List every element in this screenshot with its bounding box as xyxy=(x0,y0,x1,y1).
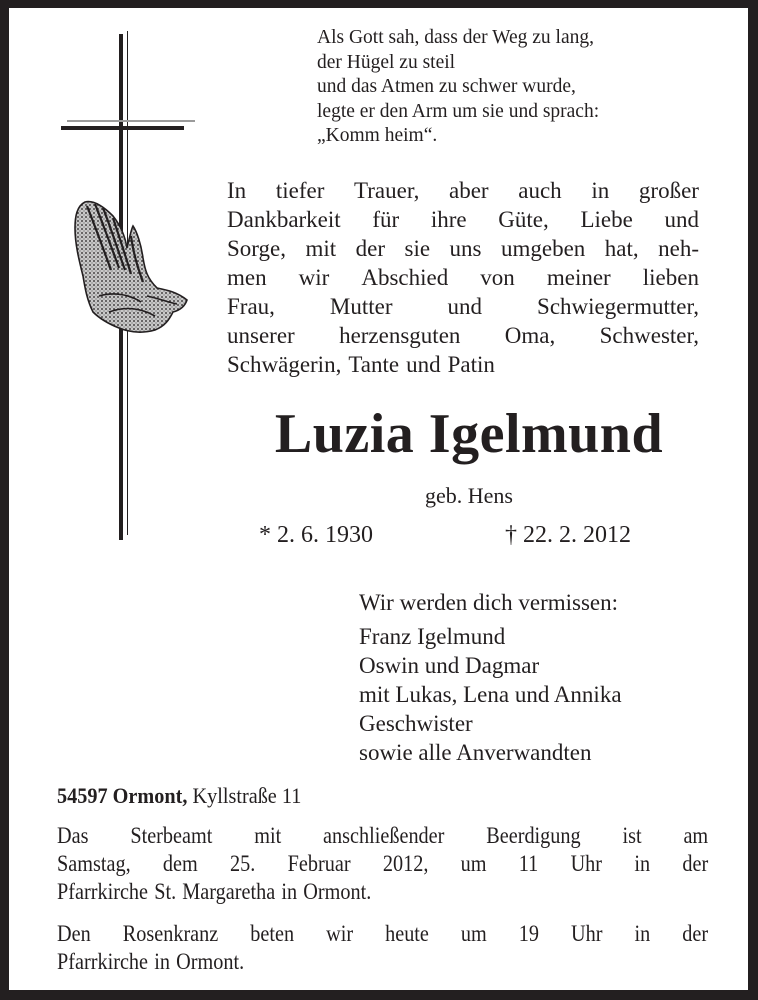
word: der xyxy=(355,236,386,261)
cross-beam-shadow xyxy=(67,120,195,122)
word: Uhr xyxy=(571,921,603,946)
mourner: Oswin und Dagmar xyxy=(359,653,540,678)
word: aber xyxy=(449,178,489,203)
funeral-line xyxy=(57,878,708,906)
word: meiner xyxy=(546,265,611,290)
word: beten xyxy=(250,921,295,946)
word: unserer xyxy=(227,323,295,348)
word: Pfarrkirche xyxy=(57,879,149,904)
word: wir xyxy=(298,265,330,290)
word: in xyxy=(591,178,610,203)
word: hat, xyxy=(604,236,639,261)
intro-line xyxy=(227,321,699,350)
obituary-notice xyxy=(9,8,748,990)
mourner: Franz Igelmund xyxy=(359,624,506,649)
word: Rosenkranz xyxy=(122,921,219,946)
word: sie xyxy=(404,236,431,261)
word: Das xyxy=(57,823,89,848)
word: für xyxy=(372,207,400,232)
intro-paragraph xyxy=(227,176,699,379)
poem-line: und das Atmen zu schwer wurde, xyxy=(317,76,576,97)
word: ist xyxy=(622,823,642,848)
word: in xyxy=(634,851,651,876)
word: Sterbeamt xyxy=(130,823,213,848)
poem-line: „Komm heim“. xyxy=(317,125,438,146)
word: Trauer, xyxy=(354,178,420,203)
address-street: Kyllstraße 11 xyxy=(192,783,302,808)
mourners-list xyxy=(359,588,739,767)
word: der xyxy=(682,851,709,876)
rosary-line xyxy=(57,948,708,976)
word: ihre xyxy=(430,207,467,232)
word: Tante xyxy=(348,352,400,377)
word: Margaretha xyxy=(182,879,276,904)
rosary-info xyxy=(57,920,708,976)
word: und xyxy=(664,207,699,232)
word: uns xyxy=(449,236,482,261)
funeral-info xyxy=(57,822,708,906)
word: Liebe xyxy=(580,207,633,232)
deceased-name: Luzia Igelmund xyxy=(274,403,664,465)
word: Ormont. xyxy=(303,879,372,904)
mourner: mit Lukas, Lena und Annika xyxy=(359,682,622,707)
word: umgeben xyxy=(500,236,586,261)
word: und xyxy=(406,352,441,377)
poem-line: der Hügel zu steil xyxy=(317,51,456,73)
death-date: † 22. 2. 2012 xyxy=(505,522,631,548)
intro-line xyxy=(227,263,699,292)
word: neh- xyxy=(658,236,699,261)
intro-line xyxy=(227,350,699,379)
word: tiefer xyxy=(275,178,325,203)
word: mit xyxy=(305,236,337,261)
word: Schwägerin, xyxy=(227,352,342,377)
word: Oma, xyxy=(504,323,556,348)
word: 11 xyxy=(518,851,539,876)
poem-line: legte er den Arm um sie und sprach: xyxy=(317,100,600,122)
mourner: Geschwister xyxy=(359,711,473,736)
word: wir xyxy=(326,921,354,946)
intro-line xyxy=(227,292,699,321)
word: um xyxy=(460,851,487,876)
word: Abschied xyxy=(361,265,449,290)
intro-line xyxy=(227,234,699,263)
poem-line: Als Gott sah, dass der Weg zu lang, xyxy=(317,27,594,48)
cross-beam xyxy=(61,126,184,130)
word: 2012, xyxy=(382,851,429,876)
address xyxy=(57,782,301,810)
word: dem xyxy=(162,851,198,876)
word: Pfarrkirche xyxy=(57,949,149,974)
word: um xyxy=(460,921,487,946)
word: der xyxy=(682,921,709,946)
maiden-name: geb. Hens xyxy=(425,483,513,508)
word: mit xyxy=(254,823,282,848)
word: men xyxy=(227,265,267,290)
rosary-line xyxy=(57,920,708,948)
address-postal-city: 54597 Ormont, xyxy=(57,783,188,808)
birth-date: * 2. 6. 1930 xyxy=(259,522,373,548)
word: Mutter xyxy=(329,294,393,319)
word: Schwester, xyxy=(599,323,699,348)
word: St. xyxy=(154,879,177,904)
praying-hands-icon xyxy=(69,196,189,356)
word: in xyxy=(281,879,298,904)
word: herzensguten xyxy=(339,323,461,348)
word: Patin xyxy=(447,352,495,377)
word: Beerdigung xyxy=(486,823,581,848)
word: auch xyxy=(518,178,562,203)
word: Samstag, xyxy=(57,851,131,876)
word: in xyxy=(634,921,651,946)
mourners-heading: Wir werden dich vermissen: xyxy=(359,590,619,615)
word: am xyxy=(683,823,709,848)
word: heute xyxy=(385,921,429,946)
word: Ormont. xyxy=(176,949,245,974)
word: Güte, xyxy=(498,207,549,232)
funeral-line xyxy=(57,850,708,878)
word: großer xyxy=(638,178,699,203)
intro-line xyxy=(227,176,699,205)
word: 19 xyxy=(518,921,540,946)
word: von xyxy=(480,265,515,290)
word: Den xyxy=(57,921,91,946)
poem xyxy=(317,26,717,149)
intro-line xyxy=(227,205,699,234)
mourner: sowie alle Anverwandten xyxy=(359,740,592,765)
funeral-line xyxy=(57,822,708,850)
word: Februar xyxy=(287,851,351,876)
word: In xyxy=(227,178,247,203)
word: Dankbarkeit xyxy=(227,207,341,232)
word: in xyxy=(154,949,170,974)
word: Schwiegermutter, xyxy=(537,294,699,319)
word: lieben xyxy=(642,265,699,290)
word: Frau, xyxy=(227,294,275,319)
word: Uhr xyxy=(570,851,603,876)
word: 25. xyxy=(230,851,256,876)
word: und xyxy=(447,294,483,319)
word: anschließender xyxy=(323,823,445,848)
word: Sorge, xyxy=(227,236,286,261)
